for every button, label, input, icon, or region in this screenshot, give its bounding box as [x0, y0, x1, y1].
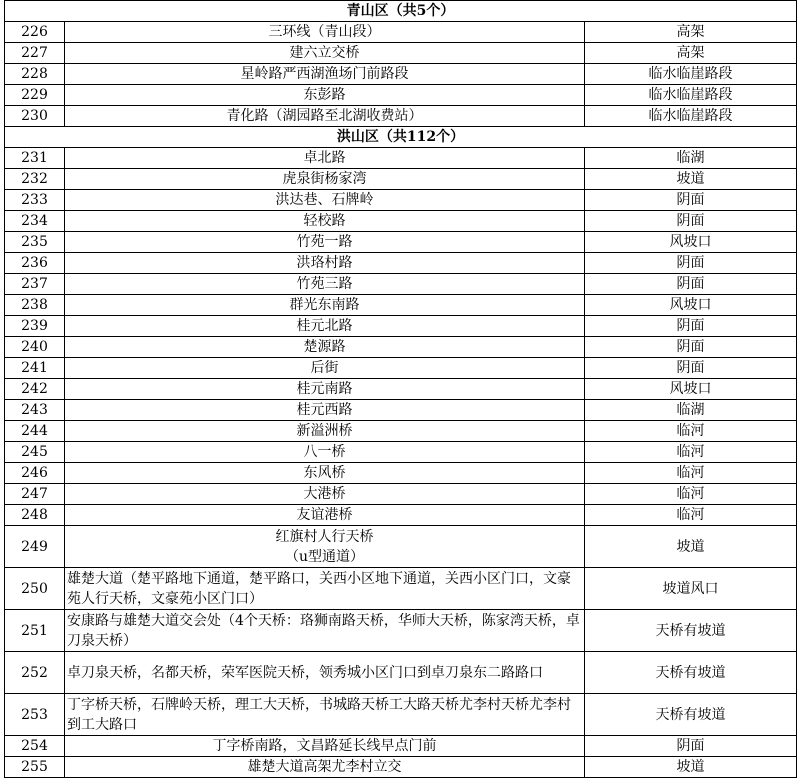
row-location: 竹苑三路 [65, 274, 585, 295]
row-type: 临河 [585, 463, 797, 484]
table-row [5, 526, 797, 568]
table-row [5, 421, 797, 442]
table-row [5, 148, 797, 169]
row-number: 233 [5, 190, 65, 211]
row-number: 235 [5, 232, 65, 253]
table-row [5, 106, 797, 127]
row-number: 247 [5, 484, 65, 505]
row-location: 楚源路 [65, 337, 585, 358]
row-type: 坡道 [585, 757, 797, 778]
row-number: 246 [5, 463, 65, 484]
row-number: 254 [5, 736, 65, 757]
row-number: 228 [5, 64, 65, 85]
row-location: 八一桥 [65, 442, 585, 463]
row-number: 242 [5, 379, 65, 400]
row-location: 建六立交桥 [65, 43, 585, 64]
row-type: 阴面 [585, 190, 797, 211]
row-type: 风坡口 [585, 295, 797, 316]
row-location: 轻校路 [65, 211, 585, 232]
table-row [5, 442, 797, 463]
row-type: 阴面 [585, 316, 797, 337]
table-row [5, 232, 797, 253]
table-row [5, 190, 797, 211]
row-type: 阴面 [585, 253, 797, 274]
row-number: 230 [5, 106, 65, 127]
row-location: 丁字桥南路，文昌路延长线早点门前 [65, 736, 585, 757]
row-type: 天桥有坡道 [585, 694, 797, 736]
row-number: 239 [5, 316, 65, 337]
row-location: 竹苑一路 [65, 232, 585, 253]
row-type: 临水临崖路段 [585, 85, 797, 106]
row-location: 桂元北路 [65, 316, 585, 337]
row-number: 229 [5, 85, 65, 106]
row-location: 三环线（青山段） [65, 22, 585, 43]
row-type: 临湖 [585, 148, 797, 169]
row-number: 248 [5, 505, 65, 526]
row-type: 高架 [585, 22, 797, 43]
row-number: 251 [5, 610, 65, 652]
table-row [5, 169, 797, 190]
row-number: 234 [5, 211, 65, 232]
section-title: 青山区（共5个） [5, 1, 797, 22]
row-location: 后街 [65, 358, 585, 379]
row-type: 阴面 [585, 736, 797, 757]
table-row [5, 652, 797, 694]
table-row [5, 211, 797, 232]
row-location: 虎泉街杨家湾 [65, 169, 585, 190]
row-type: 高架 [585, 43, 797, 64]
row-number: 240 [5, 337, 65, 358]
table-body [5, 1, 797, 778]
row-type: 坡道 [585, 169, 797, 190]
row-type: 临河 [585, 505, 797, 526]
row-type: 临河 [585, 442, 797, 463]
table-row [5, 253, 797, 274]
table-row [5, 610, 797, 652]
section-header-hongshan [5, 127, 797, 148]
row-number: 226 [5, 22, 65, 43]
row-location: 桂元南路 [65, 379, 585, 400]
row-location: 卓北路 [65, 148, 585, 169]
row-number: 237 [5, 274, 65, 295]
row-location: 东风桥 [65, 463, 585, 484]
road-hazard-table [4, 0, 797, 778]
table-row [5, 22, 797, 43]
row-location: 友谊港桥 [65, 505, 585, 526]
table-row [5, 316, 797, 337]
row-type: 临水临崖路段 [585, 64, 797, 85]
table-row [5, 505, 797, 526]
row-type: 风坡口 [585, 232, 797, 253]
row-location: 雄楚大道高架尤李村立交 [65, 757, 585, 778]
row-type: 天桥有坡道 [585, 610, 797, 652]
row-number: 232 [5, 169, 65, 190]
row-type: 风坡口 [585, 379, 797, 400]
table-row [5, 463, 797, 484]
row-number: 249 [5, 526, 65, 568]
table-row [5, 736, 797, 757]
row-location: 群光东南路 [65, 295, 585, 316]
table-row [5, 757, 797, 778]
table-row [5, 568, 797, 610]
table-row [5, 295, 797, 316]
row-location: 大港桥 [65, 484, 585, 505]
row-number: 244 [5, 421, 65, 442]
table-row [5, 484, 797, 505]
row-type: 阴面 [585, 274, 797, 295]
row-location: 星岭路严西湖渔场门前路段 [65, 64, 585, 85]
table-row [5, 85, 797, 106]
row-type: 阴面 [585, 358, 797, 379]
row-number: 255 [5, 757, 65, 778]
row-number: 243 [5, 400, 65, 421]
row-location: 桂元西路 [65, 400, 585, 421]
row-location: 卓刀泉天桥，名都天桥，荣军医院天桥，领秀城小区门口到卓刀泉东二路路口 [65, 652, 585, 694]
row-location: 东彭路 [65, 85, 585, 106]
row-location: 青化路（湖园路至北湖收费站） [65, 106, 585, 127]
row-type: 临河 [585, 484, 797, 505]
row-number: 227 [5, 43, 65, 64]
row-location: 洪珞村路 [65, 253, 585, 274]
table-row [5, 337, 797, 358]
row-number: 241 [5, 358, 65, 379]
row-number: 250 [5, 568, 65, 610]
row-number: 245 [5, 442, 65, 463]
table-row [5, 694, 797, 736]
row-location: 红旗村人行天桥 （u型通道） [65, 526, 585, 568]
section-header-qingshan [5, 1, 797, 22]
row-type: 阴面 [585, 211, 797, 232]
row-location: 雄楚大道（楚平路地下通道，楚平路口，关西小区地下通道，关西小区门口，文豪苑人行天桥，文豪苑小区门口） [65, 568, 585, 610]
table-row [5, 379, 797, 400]
row-type: 阴面 [585, 337, 797, 358]
row-number: 253 [5, 694, 65, 736]
row-location: 安康路与雄楚大道交会处（4个天桥：珞狮南路天桥，华师大天桥，陈家湾天桥，卓刀泉天桥） [65, 610, 585, 652]
table-row [5, 43, 797, 64]
table-row [5, 400, 797, 421]
table-row [5, 64, 797, 85]
row-type: 坡道 [585, 526, 797, 568]
row-location: 丁字桥天桥，石牌岭天桥，理工大天桥，书城路天桥工大路天桥尤李村天桥尤李村到工大路口 [65, 694, 585, 736]
section-title: 洪山区（共112个） [5, 127, 797, 148]
row-type: 临河 [585, 421, 797, 442]
table-row [5, 358, 797, 379]
row-type: 临湖 [585, 400, 797, 421]
row-type: 临水临崖路段 [585, 106, 797, 127]
row-type: 坡道风口 [585, 568, 797, 610]
row-location: 洪达巷、石牌岭 [65, 190, 585, 211]
row-number: 231 [5, 148, 65, 169]
row-type: 天桥有坡道 [585, 652, 797, 694]
row-location: 新溢洲桥 [65, 421, 585, 442]
row-number: 252 [5, 652, 65, 694]
table-row [5, 274, 797, 295]
row-number: 236 [5, 253, 65, 274]
row-number: 238 [5, 295, 65, 316]
